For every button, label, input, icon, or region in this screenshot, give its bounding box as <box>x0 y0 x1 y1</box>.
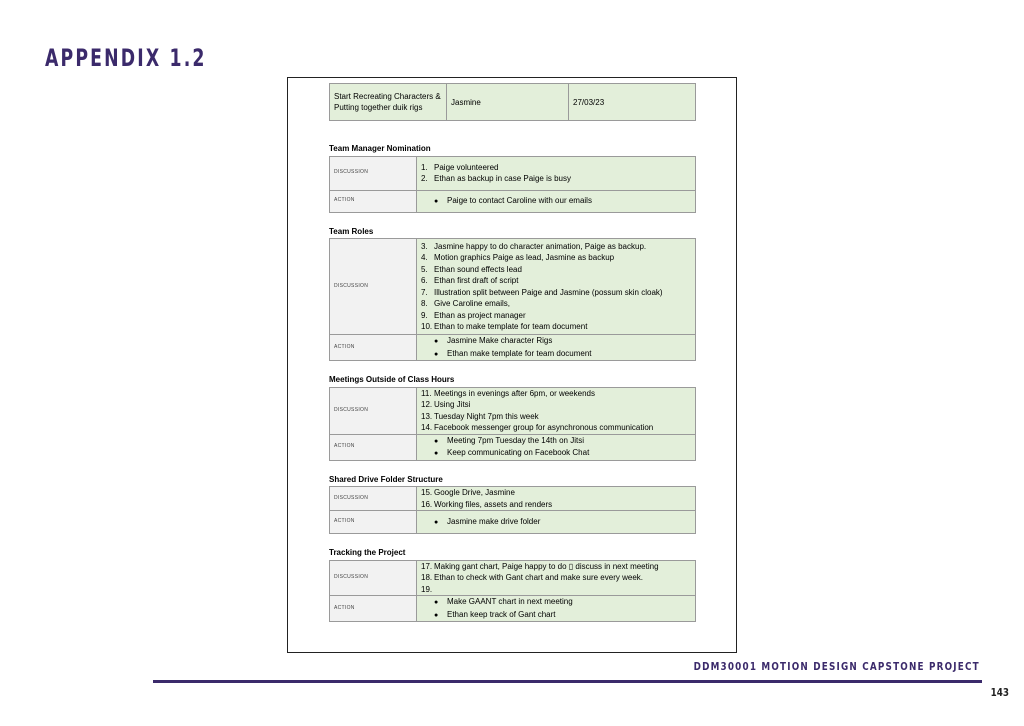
action-text: Meeting 7pm Tuesday the 14th on Jitsi <box>447 435 584 445</box>
item-text: Paige volunteered <box>434 162 499 172</box>
item-text: Ethan to make template for team document <box>434 322 588 331</box>
item-number: 9. <box>421 310 428 320</box>
item-number: 12. <box>421 400 433 409</box>
item-number: 11. <box>421 388 432 398</box>
item-number: 3. <box>421 241 428 251</box>
discussion-item <box>417 388 695 400</box>
action-cell <box>417 434 696 460</box>
section-title: Tracking the Project <box>329 548 406 557</box>
item-number: 6. <box>421 276 428 285</box>
item-text: Illustration split between Paige and Jasmine (possum skin cloak) <box>434 287 663 297</box>
item-number: 7. <box>421 287 428 297</box>
item-number: 18. <box>421 573 433 582</box>
action-cell <box>417 190 696 212</box>
discussion-cell <box>417 487 696 511</box>
discussion-item <box>417 173 695 185</box>
document-page <box>287 77 737 653</box>
bullet-icon: ● <box>434 338 439 345</box>
action-text: Ethan keep track of Gant chart <box>447 609 556 619</box>
action-item <box>417 596 695 609</box>
section-title: Team Roles <box>329 226 374 236</box>
discussion-item <box>417 162 695 174</box>
discussion-item <box>417 310 695 322</box>
action-cell <box>417 511 696 534</box>
item-number: 1. <box>421 162 428 172</box>
bullet-icon: ● <box>434 611 439 619</box>
item-text: Ethan as project manager <box>434 310 526 320</box>
item-text: Making gant chart, Paige happy to do ▯ discuss in next meeting <box>434 561 659 571</box>
discussion-item <box>417 399 695 411</box>
discussion-label: DISCUSSION <box>330 156 417 190</box>
item-number: 17. <box>421 561 433 571</box>
item-text: Motion graphics Paige as lead, Jasmine as backup <box>434 253 615 262</box>
item-number: 13. <box>421 411 433 421</box>
item-number: 4. <box>421 253 428 262</box>
item-number: 10. <box>421 322 433 331</box>
item-text: Jasmine happy to do character animation, Paige as backup. <box>434 241 647 251</box>
discussion-item <box>417 287 695 299</box>
action-item <box>417 447 695 460</box>
section-table <box>329 156 696 213</box>
discussion-cell <box>417 239 696 335</box>
action-label: ACTION <box>330 511 417 534</box>
action-text: Jasmine Make character Rigs <box>447 336 553 345</box>
bullet-icon: ● <box>434 450 439 457</box>
document-content <box>329 78 695 622</box>
person-cell: Jasmine <box>447 84 569 121</box>
discussion-item <box>417 241 695 253</box>
action-item <box>417 335 695 348</box>
item-text: Meetings in evenings after 6pm, or weekends <box>434 388 595 398</box>
item-text: Google Drive, Jasmine <box>434 488 515 497</box>
action-text: Jasmine make drive folder <box>447 516 541 526</box>
action-item <box>417 516 695 529</box>
footer-divider <box>153 680 982 683</box>
section-title: Meetings Outside of Class Hours <box>329 375 455 384</box>
section-title: Team Manager Nomination <box>329 144 431 153</box>
action-label: ACTION <box>330 596 417 622</box>
item-number: 2. <box>421 174 428 183</box>
discussion-label: DISCUSSION <box>330 387 417 434</box>
bullet-icon: ● <box>434 518 439 526</box>
action-text: Paige to contact Caroline with our emails <box>447 195 592 205</box>
item-number: 14. <box>421 423 433 432</box>
discussion-item <box>417 561 695 573</box>
item-text: Ethan first draft of script <box>434 276 519 285</box>
section-title: Shared Drive Folder Structure <box>329 474 443 484</box>
action-text: Make GAANT chart in next meeting <box>447 597 573 606</box>
footer-project-title: DDM30001 MOTION DESIGN CAPSTONE PROJECT <box>693 660 980 673</box>
discussion-cell <box>417 560 696 596</box>
action-item <box>417 195 695 208</box>
action-text: Ethan make template for team document <box>447 348 592 358</box>
item-text: Give Caroline emails, <box>434 299 511 308</box>
action-cell <box>417 596 696 622</box>
discussion-label: DISCUSSION <box>330 560 417 596</box>
action-item <box>417 609 695 622</box>
discussion-label: DISCUSSION <box>330 239 417 335</box>
item-text: Facebook messenger group for asynchronous communication <box>434 423 654 432</box>
discussion-label: DISCUSSION <box>330 487 417 511</box>
bullet-icon: ● <box>434 599 439 606</box>
discussion-cell <box>417 156 696 190</box>
action-item <box>417 348 695 361</box>
item-text: Tuesday Night 7pm this week <box>434 411 539 421</box>
page-number: 143 <box>990 686 1009 699</box>
discussion-item <box>417 499 695 511</box>
section-table <box>329 486 696 534</box>
item-number: 15. <box>421 488 433 497</box>
discussion-item <box>417 487 695 499</box>
bullet-icon: ● <box>434 350 439 358</box>
discussion-item <box>417 422 695 434</box>
task-cell: Start Recreating Characters & Putting together duik rigs <box>330 84 447 121</box>
discussion-item <box>417 298 695 310</box>
discussion-item <box>417 321 695 333</box>
action-item <box>417 435 695 448</box>
item-number: 8. <box>421 299 428 308</box>
item-number: 16. <box>421 499 433 509</box>
item-text: Ethan as backup in case Paige is busy <box>434 174 571 183</box>
section-table <box>329 238 696 361</box>
bullet-icon: ● <box>434 437 439 445</box>
action-label: ACTION <box>330 434 417 460</box>
action-text: Keep communicating on Facebook Chat <box>447 448 590 457</box>
appendix-title: APPENDIX 1.2 <box>45 44 207 72</box>
top-task-table <box>329 83 696 121</box>
item-number: 19. <box>421 584 433 594</box>
item-text: Working files, assets and renders <box>434 499 553 509</box>
item-text: Ethan to check with Gant chart and make sure every week. <box>434 573 643 582</box>
minutes-sections <box>329 143 695 622</box>
discussion-item <box>417 584 695 596</box>
discussion-cell <box>417 387 696 434</box>
discussion-item <box>417 411 695 423</box>
section-table <box>329 387 696 461</box>
discussion-item <box>417 264 695 276</box>
action-cell <box>417 335 696 361</box>
discussion-item <box>417 572 695 584</box>
item-text: Ethan sound effects lead <box>434 264 522 274</box>
date-cell: 27/03/23 <box>569 84 696 121</box>
discussion-item <box>417 275 695 287</box>
item-number: 5. <box>421 264 428 274</box>
section-table <box>329 560 696 623</box>
discussion-item <box>417 252 695 264</box>
item-text: Using Jitsi <box>434 400 471 409</box>
bullet-icon: ● <box>434 197 439 205</box>
action-label: ACTION <box>330 190 417 212</box>
action-label: ACTION <box>330 335 417 361</box>
